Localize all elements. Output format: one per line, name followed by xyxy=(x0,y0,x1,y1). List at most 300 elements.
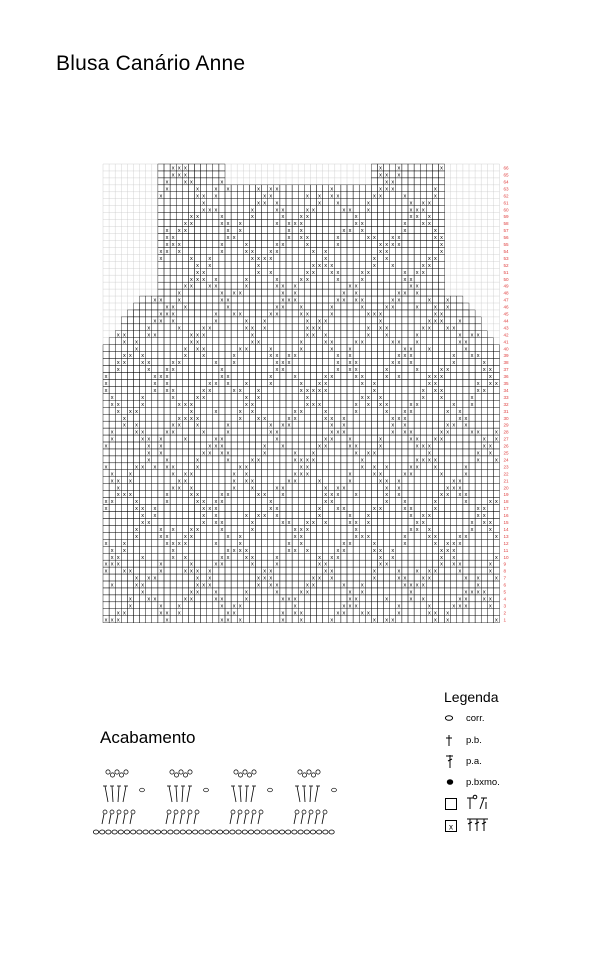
row-number: 27 xyxy=(503,436,509,442)
stitch-x: x xyxy=(177,478,181,485)
stitch-x: x xyxy=(348,367,352,374)
stitch-x: x xyxy=(104,374,108,381)
stitch-x: x xyxy=(281,596,285,603)
stitch-x: x xyxy=(171,318,175,325)
stitch-x: x xyxy=(446,304,450,311)
stitch-x: x xyxy=(214,499,218,506)
stitch-x: x xyxy=(147,332,151,339)
stitch-x: x xyxy=(373,464,376,471)
stitch-x: x xyxy=(470,520,474,526)
stitch-x: x xyxy=(214,443,218,450)
stitch-x: x xyxy=(482,520,486,526)
stitch-x: x xyxy=(293,533,297,540)
stitch-x: x xyxy=(177,290,181,297)
stitch-x: x xyxy=(135,499,138,506)
stitch-x: x xyxy=(482,506,486,513)
stitch-x: x xyxy=(281,610,285,617)
stitch-x: x xyxy=(214,381,218,387)
stitch-x: x xyxy=(165,235,169,242)
stitch-x: x xyxy=(196,582,199,589)
stitch-x: x xyxy=(488,374,492,381)
stitch-x: x xyxy=(190,221,193,228)
stitch-x: x xyxy=(403,290,407,297)
stitch-x: x xyxy=(409,589,413,596)
stitch-x: x xyxy=(171,422,175,429)
stitch-x: x xyxy=(129,353,132,360)
stitch-x: x xyxy=(244,283,248,290)
stitch-x: x xyxy=(312,582,315,589)
stitch-x: x xyxy=(427,318,431,325)
stitch-x: x xyxy=(495,499,498,506)
stitch-x: x xyxy=(397,485,401,492)
stitch-x: x xyxy=(287,415,291,422)
stitch-x: x xyxy=(385,367,389,374)
row-number: 16 xyxy=(503,513,509,519)
stitch-x: x xyxy=(318,193,321,200)
stitch-x: x xyxy=(336,554,340,561)
stitch-x: x xyxy=(391,304,395,311)
stitch-x: x xyxy=(330,186,334,193)
legend-item-corr xyxy=(444,710,484,726)
stitch-x: x xyxy=(293,374,297,381)
chain-oval xyxy=(193,830,198,834)
stitch-x: x xyxy=(458,318,462,325)
stitch-x: x xyxy=(208,450,212,457)
legend-item-x-square xyxy=(444,818,490,834)
stitch-x: x xyxy=(214,408,218,415)
stitch-x: x xyxy=(324,332,328,339)
stitch-x: x xyxy=(421,443,425,450)
stitch-x: x xyxy=(427,200,431,207)
stitch-x: x xyxy=(366,533,370,540)
stitch-x: x xyxy=(464,499,468,506)
stitch-x: x xyxy=(488,499,492,506)
stitch-x: x xyxy=(458,339,462,346)
stitch-x: x xyxy=(360,228,364,235)
stitch-x: x xyxy=(415,304,419,311)
stitch-x: x xyxy=(409,408,413,415)
stitch-x: x xyxy=(263,575,267,582)
stitch-x: x xyxy=(275,513,279,520)
stitch-x: x xyxy=(153,332,157,339)
chain-oval xyxy=(131,830,136,834)
double-crochet-icon xyxy=(444,753,466,769)
stitch-x: x xyxy=(177,422,181,429)
stitch-x: x xyxy=(330,499,334,506)
stitch-x: x xyxy=(208,443,212,450)
stitch-x: x xyxy=(244,478,248,485)
stitch-x: x xyxy=(336,200,340,207)
stitch-x: x xyxy=(220,290,224,297)
stitch-x: x xyxy=(421,582,425,589)
stitch-x: x xyxy=(348,360,352,367)
stitch-x: x xyxy=(379,394,382,401)
stitch-x: x xyxy=(476,589,480,596)
stitch-x: x xyxy=(354,360,358,367)
row-number: 7 xyxy=(503,575,507,581)
stitch-x: x xyxy=(196,276,199,283)
stitch-x: x xyxy=(366,450,370,457)
chain-oval xyxy=(292,830,297,834)
stitch-x: x xyxy=(116,617,120,624)
stitch-x: x xyxy=(342,610,346,617)
stitch-x: x xyxy=(458,603,462,610)
stitch-x: x xyxy=(287,547,291,554)
stitch-x: x xyxy=(226,492,230,499)
stitch-x: x xyxy=(122,332,126,339)
stitch-x: x xyxy=(226,457,230,464)
stitch-x: x xyxy=(165,387,169,394)
stitch-x: x xyxy=(385,485,389,492)
stitch-x: x xyxy=(196,269,199,276)
stitch-x: x xyxy=(299,464,303,471)
chain-oval xyxy=(267,830,272,834)
stitch-x: x xyxy=(129,408,132,415)
stitch-x: x xyxy=(110,436,114,443)
stitch-x: x xyxy=(232,235,236,242)
stitch-x: x xyxy=(476,387,480,394)
stitch-x: x xyxy=(488,381,492,387)
stitch-x: x xyxy=(391,179,395,186)
stitch-x: x xyxy=(440,311,443,318)
stitch-x: x xyxy=(360,464,364,471)
stitch-x: x xyxy=(116,367,120,374)
stitch-x: x xyxy=(281,283,285,290)
stitch-x: x xyxy=(391,360,395,367)
stitch-x: x xyxy=(141,513,145,520)
stitch-x: x xyxy=(488,443,492,450)
stitch-x: x xyxy=(379,547,382,554)
stitch-x: x xyxy=(129,478,132,485)
stitch-x: x xyxy=(495,554,498,561)
stitch-x: x xyxy=(220,554,224,561)
stitch-x: x xyxy=(171,235,175,242)
stitch-x: x xyxy=(104,381,108,387)
stitch-x: x xyxy=(177,172,181,179)
stitch-x: x xyxy=(196,568,199,575)
stitch-x: x xyxy=(208,262,212,269)
stitch-x: x xyxy=(452,360,456,367)
fan-stitch-icon xyxy=(466,794,490,815)
stitch-x: x xyxy=(379,554,382,561)
stitch-x: x xyxy=(409,214,413,221)
row-number: 35 xyxy=(503,381,509,386)
stitch-x: x xyxy=(299,540,303,547)
stitch-x: x xyxy=(366,325,370,332)
stitch-x: x xyxy=(226,429,230,436)
stitch-x: x xyxy=(318,200,321,207)
stitch-x: x xyxy=(354,408,358,415)
stitch-x: x xyxy=(220,297,224,304)
stitch-x: x xyxy=(244,471,248,478)
stitch-x: x xyxy=(165,179,169,186)
row-number: 57 xyxy=(503,228,509,234)
stitch-x: x xyxy=(104,617,108,624)
legend-label: p.a. xyxy=(466,755,482,767)
stitch-x: x xyxy=(238,346,242,353)
stitch-x: x xyxy=(318,401,321,408)
stitch-x: x xyxy=(257,387,260,394)
stitch-x: x xyxy=(354,221,358,228)
stitch-x: x xyxy=(379,401,382,408)
stitch-x: x xyxy=(116,478,120,485)
stitch-x: x xyxy=(159,318,163,325)
stitch-x: x xyxy=(244,248,248,255)
stitch-x: x xyxy=(244,554,248,561)
stitch-x: x xyxy=(385,561,389,568)
stitch-x: x xyxy=(214,318,218,325)
stitch-x: x xyxy=(196,332,199,339)
stitch-x: x xyxy=(342,429,346,436)
stitch-x: x xyxy=(482,436,486,443)
stitch-x: x xyxy=(275,186,279,193)
stitch-x: x xyxy=(196,214,199,221)
stitch-x: x xyxy=(336,547,340,554)
stitch-x: x xyxy=(452,401,456,408)
stitch-x: x xyxy=(190,401,193,408)
stitch-x: x xyxy=(147,596,151,603)
stitch-x: x xyxy=(202,193,206,200)
stitch-x: x xyxy=(385,242,389,248)
stitch-x: x xyxy=(165,228,169,235)
stitch-x: x xyxy=(226,617,230,624)
chain-oval xyxy=(112,830,117,834)
stitch-x: x xyxy=(202,269,206,276)
stitch-x: x xyxy=(446,367,450,374)
stitch-x: x xyxy=(495,457,498,464)
stitch-x: x xyxy=(354,297,358,304)
stitch-x: x xyxy=(427,610,431,617)
row-number: 52 xyxy=(503,262,509,268)
stitch-x: x xyxy=(141,436,145,443)
row-number: 20 xyxy=(503,485,509,491)
stitch-x: x xyxy=(305,332,309,339)
stitch-x: x xyxy=(293,408,297,415)
stitch-x: x xyxy=(232,387,236,394)
stitch-x: x xyxy=(275,367,279,374)
stitch-x: x xyxy=(379,172,382,179)
stitch-x: x xyxy=(336,242,340,248)
stitch-x: x xyxy=(202,325,206,332)
stitch-x: x xyxy=(129,603,132,610)
stitch-x: x xyxy=(330,415,334,422)
chain-oval xyxy=(93,830,98,834)
stitch-x: x xyxy=(214,506,218,513)
stitch-x: x xyxy=(171,547,175,554)
stitch-x: x xyxy=(446,297,450,304)
legend-label: p.bxmo. xyxy=(466,776,500,788)
stitch-x: x xyxy=(159,248,163,255)
stitch-x: x xyxy=(202,513,206,520)
stitch-x: x xyxy=(330,617,334,624)
stitch-x: x xyxy=(458,533,462,540)
stitch-x: x xyxy=(354,214,358,221)
stitch-x: x xyxy=(251,485,254,492)
stitch-x: x xyxy=(165,367,169,374)
triple-stitch-icon xyxy=(466,816,490,837)
stitch-x: x xyxy=(312,575,315,582)
stitch-x: x xyxy=(196,422,199,429)
stitch-x: x xyxy=(287,540,291,547)
stitch-x: x xyxy=(183,283,187,290)
stitch-x: x xyxy=(183,554,187,561)
stitch-x: x xyxy=(415,582,419,589)
stitch-x: x xyxy=(305,311,309,318)
stitch-x: x xyxy=(397,242,401,248)
stitch-x: x xyxy=(208,325,212,332)
stitch-x: x xyxy=(244,589,248,596)
stitch-x: x xyxy=(275,304,279,311)
stitch-x: x xyxy=(391,415,395,422)
stitch-x: x xyxy=(153,596,157,603)
stitch-x: x xyxy=(348,443,352,450)
stitch-x: x xyxy=(202,332,206,339)
stitch-x: x xyxy=(342,297,346,304)
stitch-x: x xyxy=(379,165,382,172)
stitch-x: x xyxy=(190,255,193,262)
stitch-x: x xyxy=(421,394,425,401)
stitch-x: x xyxy=(147,436,151,443)
stitch-x: x xyxy=(452,353,456,360)
row-number: 21 xyxy=(503,478,509,484)
stitch-x: x xyxy=(275,283,279,290)
stitch-x: x xyxy=(482,596,486,603)
stitch-x: x xyxy=(269,506,273,513)
row-number: 8 xyxy=(503,568,507,574)
stitch-x: x xyxy=(257,339,260,346)
stitch-x: x xyxy=(373,450,376,457)
row-number: 60 xyxy=(503,207,509,213)
row-number: 13 xyxy=(503,533,509,539)
stitch-x: x xyxy=(403,346,407,353)
stitch-x: x xyxy=(244,381,248,387)
stitch-x: x xyxy=(470,332,474,339)
stitch-x: x xyxy=(153,297,157,304)
stitch-x: x xyxy=(269,248,273,255)
stitch-x: x xyxy=(446,429,450,436)
stitch-x: x xyxy=(141,464,145,471)
row-number: 6 xyxy=(503,582,507,588)
stitch-x: x xyxy=(464,589,468,596)
stitch-x: x xyxy=(415,520,419,526)
stitch-x: x xyxy=(244,318,248,325)
stitch-x: x xyxy=(275,311,279,318)
stitch-x: x xyxy=(373,617,376,624)
stitch-x: x xyxy=(135,533,138,540)
stitch-x: x xyxy=(287,235,291,242)
stitch-x: x xyxy=(269,568,273,575)
stitch-x: x xyxy=(116,360,120,367)
stitch-x: x xyxy=(385,255,389,262)
chain-oval xyxy=(155,830,160,834)
stitch-x: x xyxy=(452,422,456,429)
stitch-x: x xyxy=(147,443,151,450)
stitch-x: x xyxy=(251,401,254,408)
stitch-x: x xyxy=(177,228,181,235)
chain-oval xyxy=(304,830,309,834)
stitch-x: x xyxy=(440,248,443,255)
stitch-x: x xyxy=(226,450,230,457)
stitch-x: x xyxy=(336,269,340,276)
stitch-x: x xyxy=(415,269,419,276)
stitch-x: x xyxy=(421,457,425,464)
stitch-x: x xyxy=(135,346,138,353)
stitch-x: x xyxy=(409,276,413,283)
stitch-x: x xyxy=(257,575,260,582)
stitch-x: x xyxy=(446,492,450,499)
stitch-x: x xyxy=(379,561,382,568)
row-number: 33 xyxy=(503,394,509,400)
stitch-x: x xyxy=(348,436,352,443)
stitch-x: x xyxy=(379,436,382,443)
stitch-x: x xyxy=(226,297,230,304)
stitch-x: x xyxy=(446,422,450,429)
stitch-x: x xyxy=(251,325,254,332)
stitch-x: x xyxy=(354,374,358,381)
stitch-x: x xyxy=(409,596,413,603)
stitch-x: x xyxy=(251,214,254,221)
stitch-x: x xyxy=(159,193,163,200)
stitch-x: x xyxy=(293,450,297,457)
stitch-x: x xyxy=(397,568,401,575)
stitch-x: x xyxy=(214,207,218,214)
stitch-x: x xyxy=(269,269,273,276)
stitch-x: x xyxy=(214,561,218,568)
stitch-x: x xyxy=(360,394,364,401)
stitch-x: x xyxy=(342,415,346,422)
stitch-x: x xyxy=(348,520,352,526)
row-number: 47 xyxy=(503,297,509,303)
stitch-x: x xyxy=(238,603,242,610)
row-number: 55 xyxy=(503,242,509,247)
chain-oval xyxy=(124,830,129,834)
stitch-x: x xyxy=(135,429,138,436)
stitch-x: x xyxy=(220,248,224,255)
stitch-x: x xyxy=(312,401,315,408)
chain-oval xyxy=(137,830,142,834)
stitch-x: x xyxy=(171,464,175,471)
stitch-x: x xyxy=(495,381,498,387)
stitch-x: x xyxy=(299,617,303,624)
stitch-x: x xyxy=(202,520,206,526)
stitch-x: x xyxy=(269,186,273,193)
stitch-x: x xyxy=(281,443,285,450)
stitch-x: x xyxy=(403,228,407,235)
fan-motif xyxy=(294,770,336,824)
stitch-x: x xyxy=(318,513,321,520)
stitch-x: x xyxy=(287,596,291,603)
stitch-x: x xyxy=(244,513,248,520)
stitch-x: x xyxy=(446,610,450,617)
stitch-x: x xyxy=(183,228,187,235)
stitch-x: x xyxy=(476,381,480,387)
stitch-x: x xyxy=(214,276,218,283)
stitch-x: x xyxy=(446,325,450,332)
stitch-x: x xyxy=(379,248,382,255)
chain-oval xyxy=(329,830,334,834)
stitch-x: x xyxy=(226,304,230,311)
stitch-x: x xyxy=(269,255,273,262)
stitch-x: x xyxy=(336,297,340,304)
stitch-x: x xyxy=(330,193,334,200)
stitch-x: x xyxy=(434,381,437,387)
empty-square-icon xyxy=(444,797,466,811)
stitch-x: x xyxy=(257,255,260,262)
stitch-x: x xyxy=(373,540,376,547)
chain-oval xyxy=(205,830,210,834)
legend-title: Legenda xyxy=(444,689,499,705)
stitch-x: x xyxy=(342,603,346,610)
